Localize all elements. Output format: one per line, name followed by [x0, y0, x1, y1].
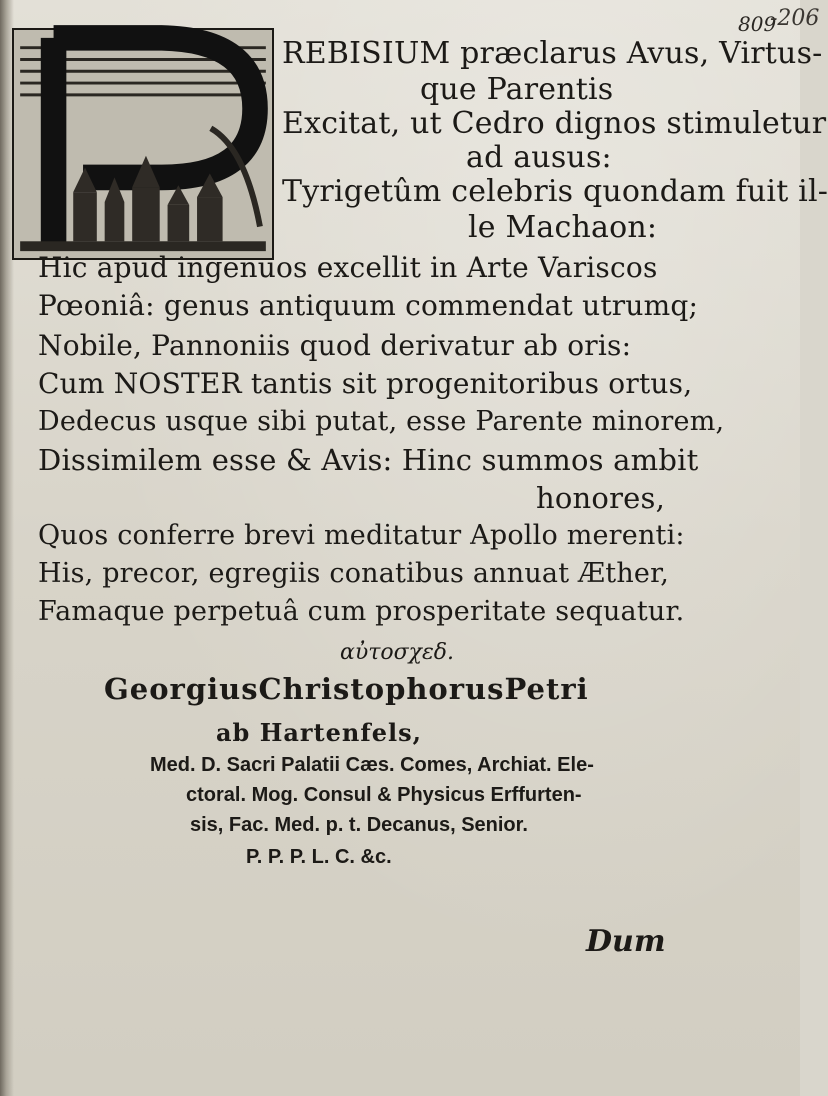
poem-line-6: le Machaon:	[468, 210, 658, 245]
poem-line-12: Dissimilem esse & Avis: Hinc summos ambit	[38, 443, 699, 477]
signature-ab: ab Hartenfels,	[216, 718, 422, 747]
poem-line-2: que Parentis	[420, 72, 614, 107]
poem-line-3: Excitat, ut Cedro dignos stimuletur	[282, 106, 827, 141]
poem-line-1: REBISIUM præclarus Avus, Virtus-	[282, 36, 823, 71]
poem-line-8: Pœoniâ: genus antiquum commendat utrumq;	[38, 289, 699, 322]
poem-line-10: Cum NOSTER tantis sit progenitoribus ortus,	[38, 367, 693, 400]
poem-line-13: honores,	[536, 481, 665, 515]
poem-line-16: Famaque perpetuâ cum prosperitate sequatur.	[38, 596, 685, 627]
poem-line-9: Nobile, Pannoniis quod derivatur ab oris:	[38, 329, 632, 362]
signature-greek-note: αὐτοσχεδ.	[340, 640, 455, 665]
initial-woodcut-icon	[14, 30, 272, 258]
signature-title-4: P. P. P. L. C. &c.	[246, 846, 392, 868]
signature-name: GeorgiusChristophorusPetri	[104, 672, 589, 706]
poem-line-11: Dedecus usque sibi putat, esse Parente minorem,	[38, 406, 725, 437]
signature-title-2: ctoral. Mog. Consul & Physicus Erffurten-	[186, 784, 582, 806]
catchword: Dum	[586, 924, 666, 959]
poem-line-14: Quos conferre brevi meditatur Apollo merenti:	[38, 520, 685, 551]
decorated-initial	[12, 28, 274, 260]
signature-title-3: sis, Fac. Med. p. t. Decanus, Senior.	[190, 814, 528, 836]
folio-edge-number: -206	[770, 6, 820, 31]
poem-line-5: Tyrigetûm celebris quondam fuit il-	[282, 174, 828, 209]
poem-line-4: ad ausus:	[466, 140, 612, 175]
poem-line-7: Hic apud ingenuos excellit in Arte Variscos	[38, 251, 658, 284]
folio-number: 809	[738, 12, 777, 36]
poem-line-15: His, precor, egregiis conatibus annuat Æther,	[38, 558, 670, 589]
signature-title-1: Med. D. Sacri Palatii Cæs. Comes, Archiat. Ele-	[150, 754, 594, 776]
